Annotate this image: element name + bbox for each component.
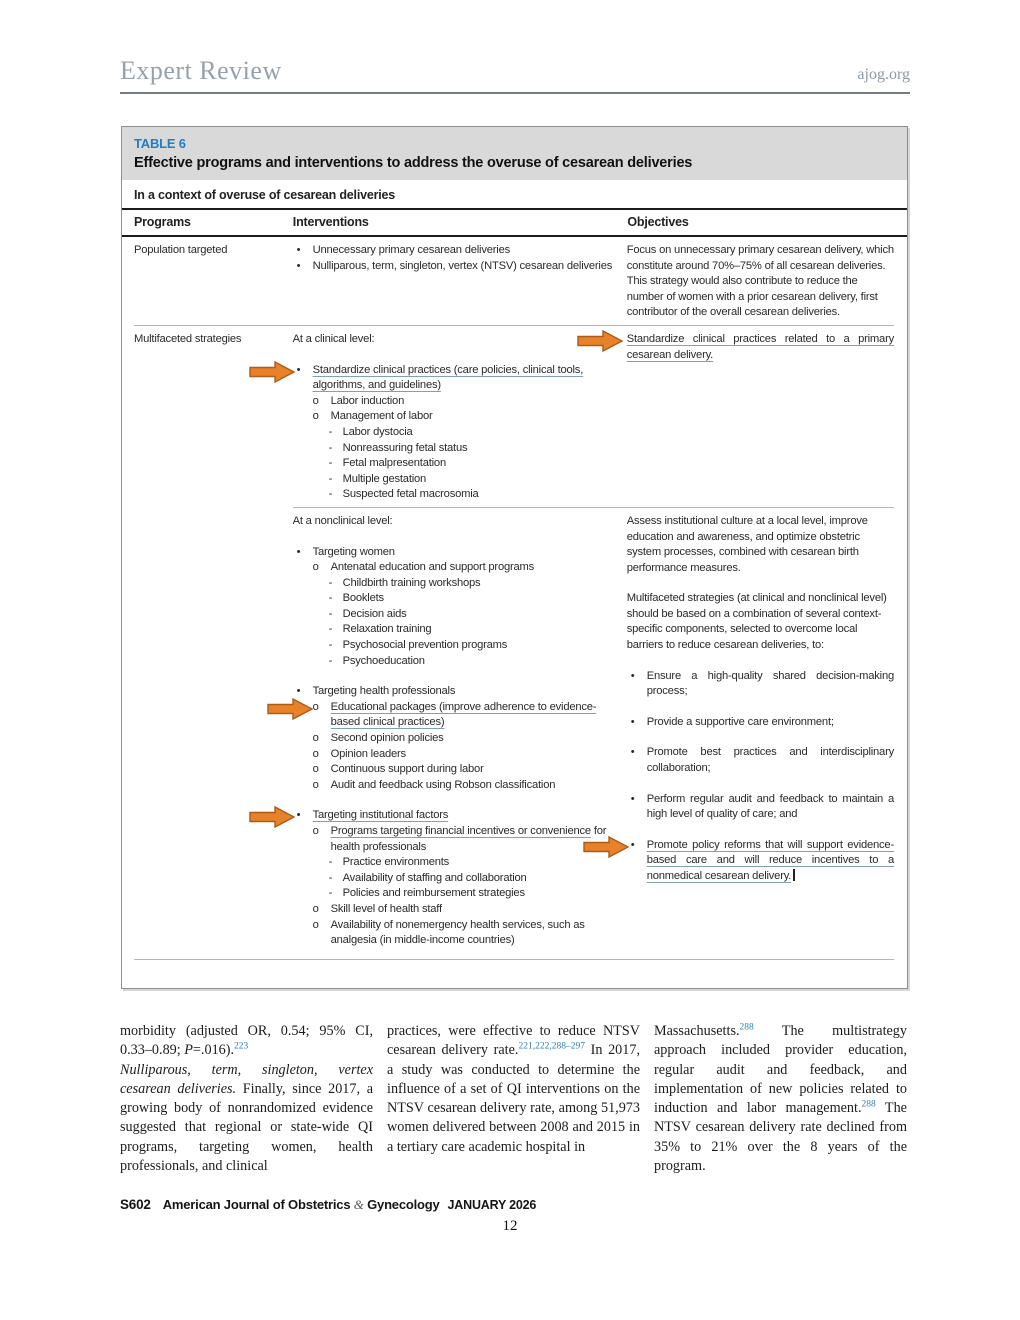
- list-item: [293, 332, 613, 348]
- list-item: [293, 638, 613, 654]
- list-marker: o: [312, 561, 319, 574]
- list-item: [293, 409, 613, 425]
- list-marker: -: [328, 639, 333, 652]
- list-marker: o: [312, 700, 319, 713]
- list-marker: •: [296, 363, 301, 376]
- program-cell: [134, 514, 293, 949]
- list-item: [293, 778, 613, 794]
- item-text: Second opinion policies: [330, 732, 444, 745]
- list-marker: o: [312, 732, 319, 745]
- interventions-cell: [293, 243, 627, 321]
- item-text: Practice environments: [342, 856, 450, 869]
- table-header: [122, 127, 907, 180]
- list-marker: -: [328, 887, 333, 900]
- program-cell: Multifaceted strategies: [134, 332, 242, 345]
- table-row: [134, 508, 894, 953]
- list-item: [293, 871, 613, 887]
- item-text: Skill level of health staff: [330, 902, 442, 915]
- list-marker: -: [328, 623, 333, 636]
- list-marker: •: [630, 669, 635, 682]
- item-text: Psychosocial prevention programs: [342, 639, 508, 652]
- item-text: Focus on unnecessary primary cesarean delivery, which constitute around 70%–75% of all cesarean deliveries. This strategy would also contribute to reduce the number of women with a prior cesarean delivery, first contributor of the overall cesarean deliveries.: [626, 244, 894, 319]
- item-text: Multiple gestation: [342, 472, 427, 485]
- item-text: Standardize clinical practices related to a primary cesarean delivery.: [626, 332, 894, 361]
- list-item: [293, 607, 613, 623]
- list-item: [293, 425, 613, 441]
- list-item: [293, 855, 613, 871]
- list-item: [627, 591, 894, 653]
- list-marker: o: [312, 825, 319, 837]
- footer-page-label: S602: [120, 1197, 151, 1212]
- list-item: [627, 243, 894, 321]
- item-text: Targeting women: [312, 545, 395, 558]
- table-context-heading: In a context of overuse of cesarean deliveries: [122, 180, 907, 210]
- item-text: Fetal malpresentation: [342, 457, 446, 470]
- interventions-cell: [293, 514, 627, 949]
- list-item: [293, 472, 613, 488]
- table-bottom-space: [134, 960, 894, 988]
- item-text: Availability of staffing and collaboration: [342, 871, 527, 884]
- item-text: Targeting institutional factors: [312, 809, 449, 822]
- item-text: Policies and reimbursement strategies: [342, 887, 525, 900]
- list-marker: o: [312, 763, 319, 776]
- body-paragraph: Massachusetts.$^{288}$ The multistrategy approach included provider education, regular audit and feedback, and implementation of new policies related to induction and labor management.$^{288}$ The NTSV cesarean delivery rate declined from 35% to 21% over the 8 years of the program.: [654, 1022, 907, 1175]
- list-item: [293, 487, 613, 503]
- item-text: Labor induction: [330, 394, 405, 407]
- list-item: [627, 745, 894, 776]
- article-body: [120, 1022, 912, 1176]
- footer-journal-name: American Journal of Obstetrics: [162, 1197, 351, 1212]
- list-item: [293, 243, 613, 259]
- list-item: [627, 514, 894, 576]
- list-marker: •: [296, 685, 301, 698]
- table-column-headers: [122, 210, 907, 237]
- table-row: [134, 326, 894, 507]
- list-item: [293, 808, 613, 824]
- list-item: [293, 684, 613, 700]
- list-marker: -: [328, 592, 333, 605]
- item-text: Promote policy reforms that will support evidence-based care and will reduce incentives to a nonmedical cesarean delivery.: [646, 838, 894, 882]
- list-item: [293, 456, 613, 472]
- item-text: Management of labor: [330, 410, 433, 423]
- list-marker: •: [630, 792, 635, 805]
- header-rule: [120, 92, 910, 94]
- list-marker: •: [296, 809, 301, 822]
- list-item: [293, 918, 613, 949]
- list-marker: o: [312, 747, 319, 760]
- item-text: Nulliparous, term, singleton, vertex (NTSV) cesarean deliveries: [312, 259, 613, 272]
- list-item: [627, 715, 894, 731]
- list-item: [293, 576, 613, 592]
- list-item: [293, 902, 613, 918]
- item-text: Assess institutional culture at a local level, improve education and awareness, and optimize obstetric system processes, combined with cesarean birth performance measures.: [626, 514, 868, 574]
- arrow-icon: [267, 698, 313, 720]
- list-item: [293, 514, 613, 530]
- footer-ampersand: &: [353, 1197, 364, 1212]
- item-text: At a clinical level:: [292, 332, 375, 345]
- list-marker: o: [312, 410, 319, 423]
- journal-header: [120, 56, 910, 94]
- text-caret: [793, 869, 794, 881]
- body-column-1: [120, 1022, 373, 1176]
- item-text: Childbirth training workshops: [342, 576, 481, 589]
- list-item: [627, 792, 894, 823]
- list-marker: -: [328, 607, 333, 620]
- list-item: [293, 824, 613, 855]
- body-paragraph: practices, were effective to reduce NTSV cesarean delivery rate.$^{221,222,288-297}$ In 2017, a study was conducted to determine the influence of a set of QI interventions on the NTSV cesarean delivery rate, among 51,973 women delivered between 2008 and 2015 in a tertiary care academic hospital in: [387, 1023, 640, 1155]
- list-item: [293, 886, 613, 902]
- item-text: Perform regular audit and feedback to maintain a high level of quality of care; and: [646, 792, 894, 821]
- footer-journal-name-2: Gynecology: [367, 1197, 440, 1212]
- item-text: Targeting health professionals: [312, 685, 456, 698]
- list-marker: -: [328, 425, 333, 438]
- list-item: [293, 560, 613, 576]
- item-text: Relaxation training: [342, 623, 432, 636]
- list-marker: -: [328, 488, 333, 501]
- column-header-objectives: Objectives: [627, 215, 689, 229]
- objectives-cell: [627, 514, 894, 949]
- column-header-programs: Programs: [134, 215, 191, 229]
- list-marker: •: [630, 838, 635, 851]
- item-text: Nonreassuring fetal status: [342, 441, 468, 454]
- item-text: Provide a supportive care environment;: [646, 715, 834, 728]
- list-item: [293, 762, 613, 778]
- arrow-icon: [249, 806, 295, 828]
- list-marker: o: [312, 918, 319, 931]
- item-text: Psychoeducation: [342, 654, 425, 667]
- program-cell: Population targeted: [134, 244, 228, 256]
- list-item: [293, 591, 613, 607]
- item-text: Standardize clinical practices (care policies, clinical tools, algorithms, and guidelines): [312, 363, 584, 392]
- list-item: [293, 394, 613, 410]
- list-item: [627, 838, 894, 885]
- list-marker: •: [296, 244, 301, 256]
- item-text: Audit and feedback using Robson classification: [330, 778, 556, 791]
- list-marker: -: [328, 576, 333, 589]
- item-text: At a nonclinical level:: [292, 514, 393, 527]
- body-paragraph: morbidity (adjusted OR, 0.54; 95% CI, 0.33–0.89; P=.016).$^{223}$: [120, 1023, 373, 1059]
- arrow-icon: [577, 330, 623, 352]
- body-column-2: [387, 1022, 640, 1176]
- table-label: TABLE 6: [134, 136, 186, 151]
- list-item: [293, 259, 613, 275]
- item-text: Antenatal education and support programs: [330, 561, 535, 574]
- arrow-icon: [249, 361, 295, 383]
- table-row: [134, 237, 894, 325]
- table-title: Effective programs and interventions to address the overuse of cesarean deliveries: [134, 155, 693, 171]
- list-marker: •: [296, 259, 301, 272]
- list-marker: o: [312, 394, 319, 407]
- item-text: Availability of nonemergency health services, such as analgesia (in middle-income countries): [330, 918, 585, 947]
- interventions-cell: [293, 332, 627, 503]
- item-text: Booklets: [342, 592, 384, 605]
- list-item: [293, 622, 613, 638]
- list-marker: -: [328, 472, 333, 485]
- list-marker: o: [312, 778, 319, 791]
- page-number: 12: [502, 1218, 518, 1234]
- list-item: [293, 545, 613, 561]
- list-item: [627, 669, 894, 700]
- list-marker: o: [312, 902, 319, 915]
- list-item: [627, 332, 894, 363]
- list-item: [293, 747, 613, 763]
- table-body: [122, 237, 907, 988]
- item-text: Promote best practices and interdisciplinary collaboration;: [646, 746, 894, 775]
- column-header-interventions: Interventions: [292, 215, 369, 229]
- table-6: [121, 126, 908, 989]
- arrow-icon: [583, 836, 629, 858]
- ajog-link[interactable]: ajog.org: [857, 66, 910, 83]
- list-item: [293, 363, 613, 394]
- list-marker: •: [630, 715, 635, 728]
- journal-footer: [120, 1197, 536, 1213]
- section-title: Expert Review: [120, 56, 282, 85]
- list-marker: •: [630, 746, 635, 759]
- list-item: [293, 731, 613, 747]
- list-marker: -: [328, 871, 333, 884]
- item-text: Opinion leaders: [330, 747, 406, 760]
- list-marker: -: [328, 856, 333, 869]
- item-text: Multifaceted strategies (at clinical and nonclinical level) should be based on a combination of several context-specific components, selected to overcome local barriers to reduce cesarean deliveries, to:: [626, 592, 887, 652]
- list-marker: -: [328, 654, 333, 667]
- list-marker: •: [296, 545, 301, 558]
- item-text: Continuous support during labor: [330, 763, 484, 776]
- list-item: [293, 441, 613, 457]
- item-text: Ensure a high-quality shared decision-making process;: [646, 669, 894, 698]
- item-text: Programs targeting financial incentives or convenience for health professionals: [330, 825, 607, 853]
- item-text: Labor dystocia: [342, 425, 413, 438]
- footer-issue-date: JANUARY 2026: [447, 1198, 537, 1212]
- list-item: [293, 700, 613, 731]
- item-text: Decision aids: [342, 607, 407, 620]
- body-paragraph: Nulliparous, term, singleton, vertex cesarean deliveries. Finally, since 2017, a growing body of nonrandomized evidence suggested that regional or state-wide QI programs, targeting women, health professionals, and clinical: [120, 1061, 373, 1175]
- item-text: Educational packages (improve adherence to evidence-based clinical practices): [330, 700, 597, 729]
- item-text: Unnecessary primary cesarean deliveries: [312, 244, 510, 256]
- objectives-cell: [627, 243, 894, 321]
- body-column-3: [654, 1022, 907, 1176]
- objectives-cell: [627, 332, 894, 503]
- list-item: [293, 654, 613, 670]
- list-marker: -: [328, 441, 333, 454]
- item-text: Suspected fetal macrosomia: [342, 488, 479, 501]
- list-marker: -: [328, 457, 333, 470]
